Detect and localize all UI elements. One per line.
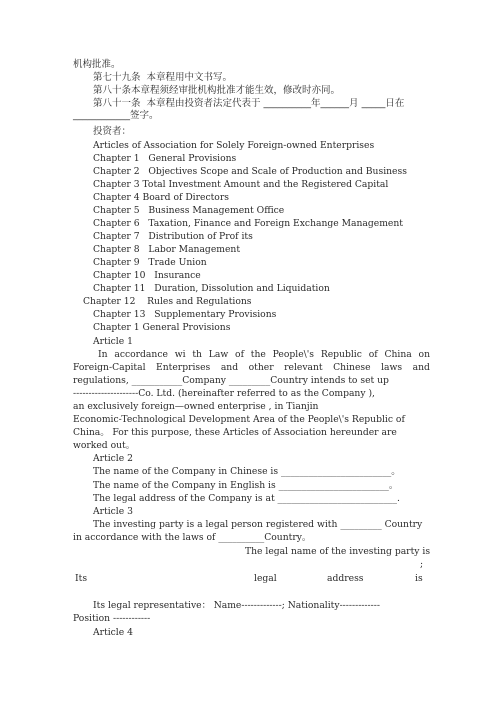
toc-chapter: Chapter 3 Total Investment Amount and the Registered Capital <box>93 179 389 190</box>
word: legal <box>254 573 277 584</box>
document-title: Articles of Association for Solely Foreign-owned Enterprises <box>93 140 375 151</box>
chapter-heading: Chapter 1 General Provisions <box>93 322 231 333</box>
article1-line: regulations, ___________Company _________Country intends to set up <box>73 375 389 386</box>
word: People\'s <box>272 349 314 360</box>
word: th <box>192 349 202 360</box>
article3-line: The legal name of the investing party is <box>245 546 431 557</box>
word: wi <box>174 349 186 360</box>
article3-line: Position ------------ <box>73 613 151 624</box>
article3-line: Its legal representative： Name-------------; Nationality------------- <box>93 600 380 611</box>
word: relevant <box>284 362 323 373</box>
toc-chapter: Chapter 5 Business Management Office <box>93 205 285 216</box>
word: Republic <box>320 349 362 360</box>
word: and <box>220 362 239 373</box>
article1-line <box>73 362 430 374</box>
toc-chapter: Chapter 4 Board of Directors <box>93 192 229 203</box>
article-81: 第八十一条 本章程由投资者法定代表于 __________年______月 _____日在 <box>93 98 405 109</box>
article3-line: The investing party is a legal person registered with _________ Country <box>93 519 423 530</box>
word: Law <box>208 349 229 360</box>
article1-line: China。 For this purpose, these Articles of Association hereunder are <box>73 427 397 438</box>
word: Its <box>75 573 88 584</box>
article1-line: ---------------------Co. Ltd. (hereinafter referred to as the Company ), <box>73 388 375 399</box>
toc-chapter: Chapter 12 Rules and Regulations <box>83 296 252 307</box>
toc-chapter: Chapter 13 Supplementary Provisions <box>93 309 277 320</box>
investor-label: 投资者： <box>93 126 132 137</box>
article2-line: The name of the Company in Chinese is ________________________。 <box>93 466 401 477</box>
word: Chinese <box>333 362 371 373</box>
word: on <box>418 349 430 360</box>
toc-chapter: Chapter 6 Taxation, Finance and Foreign Exchange Management <box>93 218 403 229</box>
word: other <box>248 362 274 373</box>
article2-line: The name of the Company in English is ________________________。 <box>93 480 399 491</box>
word: the <box>250 349 266 360</box>
article-heading: Article 1 <box>93 336 133 347</box>
word: is <box>415 573 423 584</box>
article2-line: The legal address of the Company is at __________________________. <box>93 493 400 504</box>
word: accordance <box>114 349 168 360</box>
word: of <box>368 349 378 360</box>
toc-chapter: Chapter 11 Duration, Dissolution and Liquidation <box>93 283 330 294</box>
article1-line: an exclusively foreign—owned enterprise , in Tianjin <box>73 401 319 412</box>
article1-line: worked out。 <box>73 440 135 451</box>
text-line: ____________签字。 <box>73 110 159 121</box>
article-heading: Article 2 <box>93 453 133 464</box>
toc-chapter: Chapter 2 Objectives Scope and Scale of Production and Business <box>93 166 407 177</box>
semicolon: ; <box>420 559 424 570</box>
article-79: 第七十九条 本章程用中文书写。 <box>93 72 233 83</box>
article1-line <box>98 349 430 361</box>
toc-chapter: Chapter 8 Labor Management <box>93 244 241 255</box>
toc-chapter: Chapter 10 Insurance <box>93 270 201 281</box>
article-heading: Article 4 <box>93 627 133 638</box>
word: Foreign-Capital <box>73 362 146 373</box>
word: of <box>235 349 244 360</box>
article-80: 第八十条本章程须经审批机构批准才能生效，修改时亦同。 <box>93 85 341 96</box>
word: and <box>412 362 430 373</box>
word: Enterprises <box>156 362 211 373</box>
word: address <box>327 573 364 584</box>
word: laws <box>381 362 403 373</box>
word: China <box>384 349 412 360</box>
toc-chapter: Chapter 9 Trade Union <box>93 257 207 268</box>
word: In <box>98 349 108 360</box>
toc-chapter: Chapter 7 Distribution of Prof its <box>93 231 253 242</box>
text-line: 机构批准。 <box>73 59 121 70</box>
toc-chapter: Chapter 1 General Provisions <box>93 153 237 164</box>
article1-line: Economic-Technological Development Area of the People\'s Republic of <box>73 414 405 425</box>
article-heading: Article 3 <box>93 506 133 517</box>
article3-line: in accordance with the laws of __________Country。 <box>73 532 312 543</box>
